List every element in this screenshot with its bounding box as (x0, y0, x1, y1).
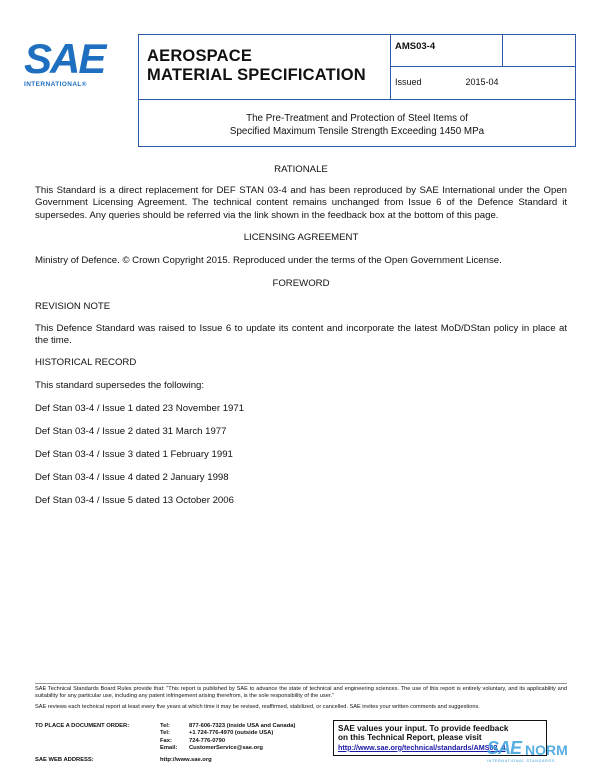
record-item: Def Stan 03-4 / Issue 5 dated 13 October 2006 (35, 495, 234, 506)
feedback-line-2: on this Technical Report, please visit (338, 733, 482, 743)
supersedes-text: This standard supersedes the following: (35, 380, 205, 391)
sae-norm-watermark (487, 738, 568, 763)
footer-divider (35, 683, 567, 684)
sae-logo-mark: SAE (24, 35, 105, 82)
title-line-1: AEROSPACE (147, 47, 253, 65)
tel-label: Tel: (160, 723, 170, 729)
record-item: Def Stan 03-4 / Issue 4 dated 2 January 1998 (35, 472, 229, 483)
rationale-heading: RATIONALE (274, 164, 328, 175)
email-label: Email: (160, 745, 178, 752)
document-header (138, 34, 576, 147)
sae-logo-subtitle: INTERNATIONAL® (24, 81, 87, 88)
licensing-heading: LICENSING AGREEMENT (243, 232, 359, 243)
feedback-line-1: SAE values your input. To provide feedback (338, 724, 509, 733)
document-subtitle (139, 100, 575, 146)
record-item: Def Stan 03-4 / Issue 1 dated 23 November 1971 (35, 403, 245, 414)
tel-label-2: Tel: (160, 730, 170, 737)
watermark-subtext: INTERNATIONAL STANDARDS (487, 759, 555, 763)
watermark-text: NORM (525, 742, 568, 758)
document-number: AMS03-4 (391, 35, 503, 66)
document-type-title (139, 35, 391, 99)
subtitle-line-2: Specified Maximum Tensile Strength Exceeding 1450 MPa (229, 126, 485, 137)
fax-number: 724-776-0790 (189, 737, 226, 744)
web-label: SAE WEB ADDRESS: (35, 757, 94, 763)
historical-heading: HISTORICAL RECORD (35, 357, 137, 368)
rationale-text: This Standard is a direct replacement for DEF STAN 03-4 and has been reproduced by SAE International under the Open Government Licensing Agreement. The technical content remains unchanged from Issue 6 of the Defence Standard it supersedes. Any queries should be referred via the link shown in the feedback box at the bottom of this page. (35, 185, 567, 221)
issued-label: Issued (395, 77, 422, 87)
order-label: TO PLACE A DOCUMENT ORDER: (35, 723, 130, 729)
revision-text: This Defence Standard was raised to Issue 6 to update its content and incorporate the latest MoD/DStan policy in place at the time. (35, 323, 567, 347)
foreword-heading: FOREWORD (272, 278, 330, 289)
email-address[interactable]: CustomerService@sae.org (189, 745, 263, 752)
review-text: SAE reviews each technical report at least every five years at which time it may be revised, reaffirmed, stabilized, or cancelled. SAE invites your written comments and suggestions. (35, 704, 480, 710)
revision-heading: REVISION NOTE (35, 301, 111, 312)
board-rules-text: SAE Technical Standards Board Rules provide that: “This report is published by SAE to advance the state of technical and engineering sciences. The use of this report is entirely voluntary, and its applicability and suitability for any particular use, including any patent infringement arising therefrom, is the sole responsibility of the user.” (35, 686, 567, 699)
issued-row (391, 67, 575, 99)
tel-2: +1 724-776-4970 (outside USA) (189, 730, 274, 737)
issued-date: 2015-04 (465, 77, 499, 87)
sae-logo (24, 35, 128, 88)
feedback-link[interactable]: http://www.sae.org/technical/standards/AMS03_4 (338, 742, 506, 752)
record-item: Def Stan 03-4 / Issue 3 dated 1 February 1991 (35, 449, 233, 460)
web-address[interactable]: http://www.sae.org (160, 757, 212, 763)
record-item: Def Stan 03-4 / Issue 2 dated 31 March 1977 (35, 426, 227, 437)
subtitle-line-1: The Pre-Treatment and Protection of Steel Items of (246, 113, 468, 124)
licensing-text: Ministry of Defence. © Crown Copyright 2015. Reproduced under the terms of the Open Government License. (35, 255, 502, 266)
web-address-row (35, 757, 212, 763)
header-empty-cell (503, 35, 575, 66)
title-line-2: MATERIAL SPECIFICATION (147, 66, 366, 84)
fax-label: Fax: (160, 737, 172, 744)
tel-1: 877-606-7323 (inside USA and Canada) (189, 723, 296, 729)
watermark-mark: SAE (487, 738, 522, 758)
order-info (35, 723, 295, 753)
